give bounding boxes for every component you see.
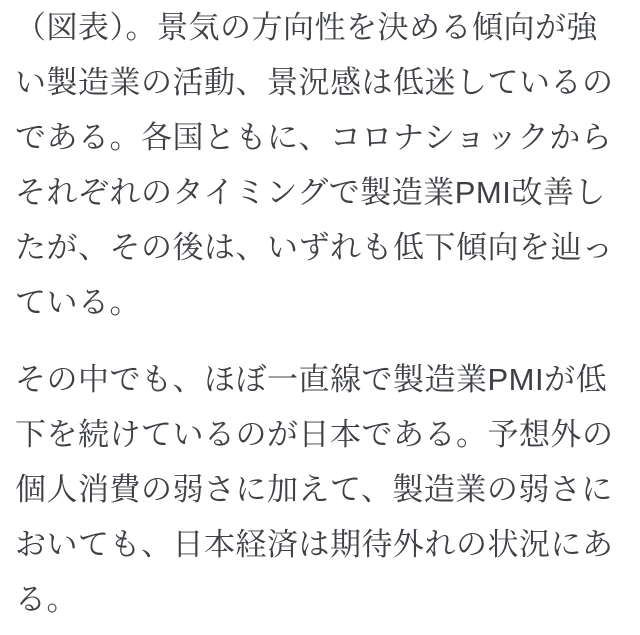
text-line: い製造業の活動、景況感は低迷しているの xyxy=(15,65,614,100)
text-line: その中でも、ほぼ一直線で製造業PMIが低 xyxy=(15,362,608,397)
text-line: それぞれのタイミングで製造業PMI改善し xyxy=(15,175,606,210)
paragraph xyxy=(15,352,620,627)
text-line: 個人消費の弱さに加えて、製造業の弱さに xyxy=(15,472,613,507)
paragraph xyxy=(15,0,620,330)
text-line: たが、その後は、いずれも低下傾向を辿っ xyxy=(15,230,614,265)
text-line: （図表）。景気の方向性を決める傾向が強 xyxy=(15,10,598,45)
text-line: である。各国ともに、コロナショックから xyxy=(15,120,613,155)
article-paragraphs xyxy=(15,0,620,627)
text-line: 下を続けているのが日本である。予想外の xyxy=(15,417,614,452)
text-line: おいても、日本経済は期待外れの状況にあ xyxy=(15,527,614,562)
text-line: ている。 xyxy=(15,285,141,320)
text-line: る。 xyxy=(15,582,78,617)
